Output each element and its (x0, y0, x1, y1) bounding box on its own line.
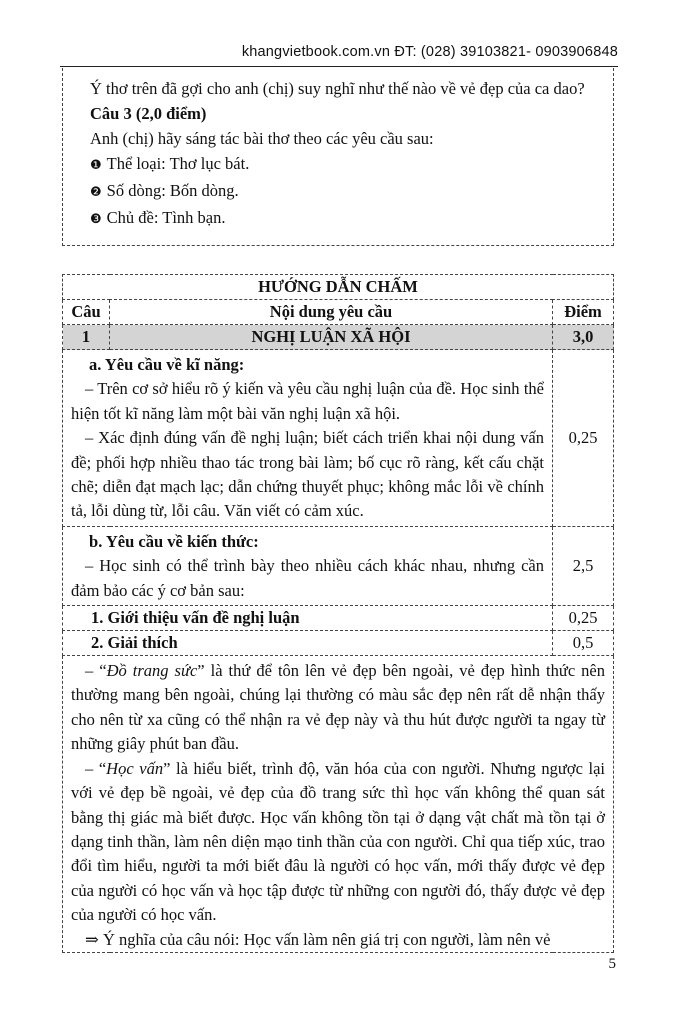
knowledge-row (63, 526, 614, 605)
knowledge-heading: b. Yêu cầu về kiến thức: (89, 531, 259, 551)
number-1-icon: ❶ (90, 158, 102, 173)
header-noi-dung: Nội dung yêu cầu (110, 300, 553, 325)
explain-paragraph: – “Học vấn” là hiểu biết, trình độ, văn hóa của con người. Nhưng ngược lại với vẻ đẹp bề ngoài, vẻ đẹp của đồ trang sức thì học vấn không thể quan sát bằng thị giác mà biết được. Học vấn không tồn tại ở dạng vật chất mà tồn tại ở dạng tinh thần, làm nên diện mạo tinh thần của con người. Chỉ qua tiếp xúc, trao đổi tìm hiểu, người ta mới biết đâu là người có học vấn, mới thấy được vẻ đẹp của người có học vấn và học tập được từ những con người đó, thấy được vẻ đẹp của người có học vấn. (71, 758, 605, 925)
item-2-label: 2. Giải thích (63, 631, 553, 656)
section-number: 1 (63, 325, 110, 350)
grading-table (62, 274, 614, 953)
requirement-item: ❸ Chủ đề: Tình bạn. (90, 208, 226, 227)
number-2-icon: ❷ (90, 185, 102, 200)
question-box (62, 68, 614, 246)
explain-paragraph: ⇒ Ý nghĩa của câu nói: Học vấn làm nên giá trị con người, làm nên vẻ (85, 929, 551, 949)
page-header: khangvietbook.com.vn ĐT: (028) 39103821- 0903906848 (241, 44, 618, 60)
knowledge-score: 2,5 (553, 526, 614, 605)
page-number: 5 (608, 956, 616, 972)
section-row (63, 325, 614, 350)
skills-paragraph: – Xác định đúng vấn đề nghị luận; biết cách triển khai nội dung vấn đề; phối hợp nhiều thao tác trong bài làm; bố cục rõ ràng, kết cấu chặt chẽ; diễn đạt mạch lạc; dẫn chứng thuyết phục; không mắc lỗi về chính tả, lỗi dùng từ, lỗi câu. Văn viết có cảm xúc. (71, 428, 544, 521)
header-cau: Câu (63, 300, 110, 325)
skills-paragraph: – Trên cơ sở hiểu rõ ý kiến và yêu cầu nghị luận của đề. Học sinh thể hiện tốt kĩ năng làm một bài văn nghị luận xã hội. (71, 379, 544, 423)
item-row (63, 631, 614, 656)
skills-heading: a. Yêu cầu về kĩ năng: (89, 355, 245, 374)
question-3-heading: Câu 3 (2,0 điểm) (90, 104, 207, 123)
requirement-item: ❷ Số dòng: Bốn dòng. (90, 181, 239, 200)
item-1-label: 1. Giới thiệu vấn đề nghị luận (63, 606, 553, 631)
item-1-score: 0,25 (553, 606, 614, 631)
table-title: HƯỚNG DẪN CHẤM (63, 275, 614, 300)
section-name: NGHỊ LUẬN XÃ HỘI (110, 325, 553, 350)
knowledge-content (63, 526, 553, 605)
item-2-score: 0,5 (553, 631, 614, 656)
skills-score: 0,25 (553, 350, 614, 527)
header-rule (60, 66, 618, 67)
skills-row (63, 350, 614, 527)
requirement-item: ❶ Thể loại: Thơ lục bát. (90, 154, 250, 173)
explain-paragraph: – “Đồ trang sức” là thứ để tôn lên vẻ đẹp bên ngoài, vẻ đẹp hình thức nên thường mang bên ngoài, chúng lại thường có màu sắc đẹp nên rất dễ nhận thấy cho nên từ xa cũng có thể nhận ra vẻ đẹp này và thu hút được người ta ngay từ những giây phút ban đầu. (71, 661, 605, 754)
question-3-prompt: Anh (chị) hãy sáng tác bài thơ theo các yêu cầu sau: (90, 129, 434, 148)
skills-content (63, 350, 553, 527)
table-header-row (63, 300, 614, 325)
number-3-icon: ❸ (90, 212, 102, 227)
arrow-icon: ⇒ (85, 929, 99, 949)
item-row (63, 606, 614, 631)
explain-content (63, 656, 614, 953)
knowledge-paragraph: – Học sinh có thể trình bày theo nhiều cách khác nhau, nhưng cần đảm bảo các ý cơ bản sau: (71, 556, 544, 600)
section-score: 3,0 (553, 325, 614, 350)
explain-row (63, 656, 614, 953)
question-line: Ý thơ trên đã gợi cho anh (chị) suy nghĩ như thế nào về vẻ đẹp của ca dao? (90, 79, 585, 98)
header-diem: Điểm (553, 300, 614, 325)
